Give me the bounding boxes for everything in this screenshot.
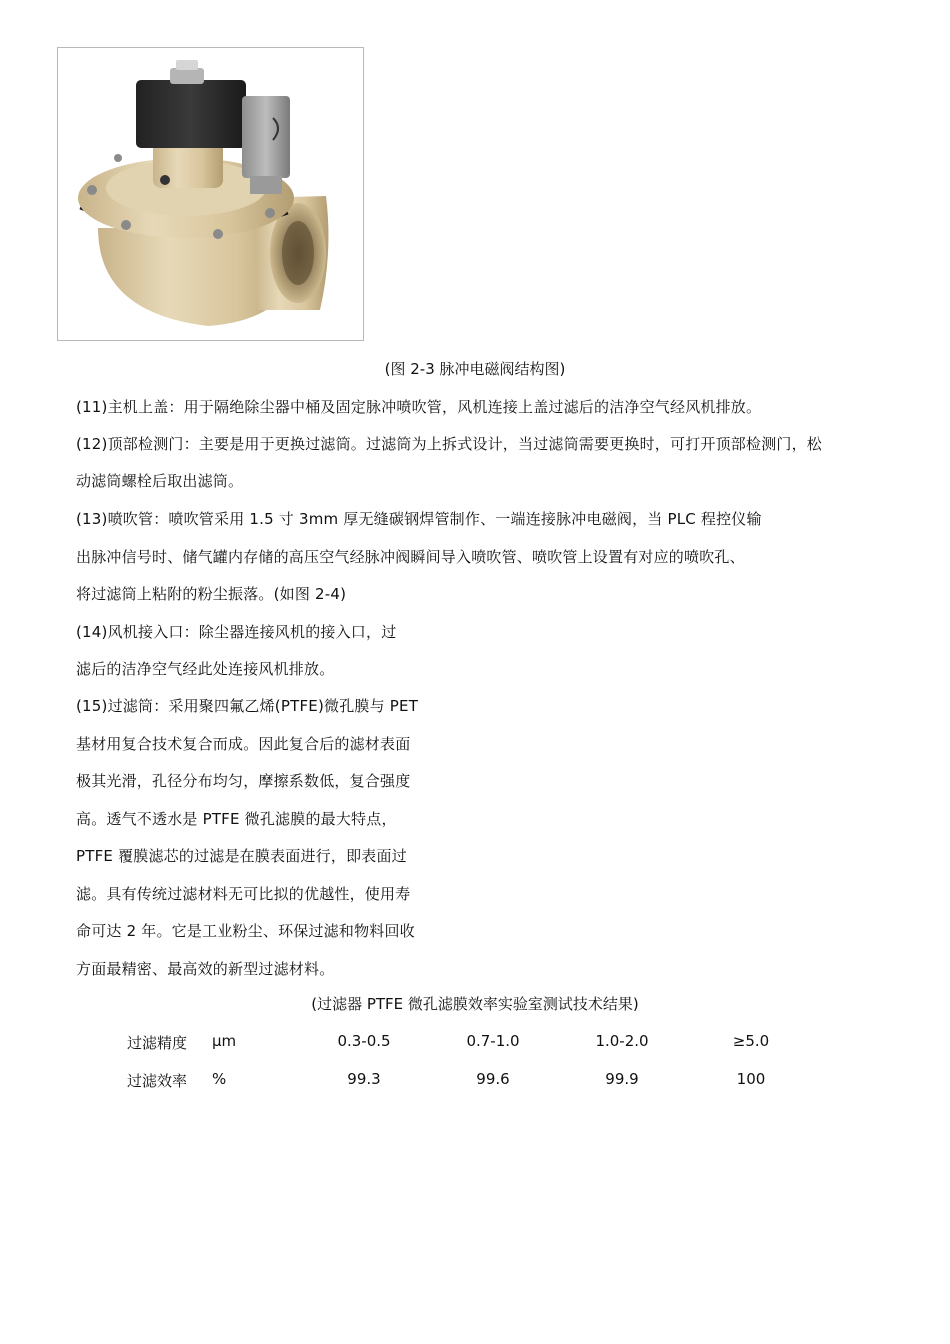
paragraph-line: (14)风机接入口：除尘器连接风机的接入口，过	[76, 623, 397, 641]
figure-caption: (图 2-3 脉冲电磁阀结构图)	[384, 360, 566, 378]
table-caption: (过滤器 PTFE 微孔滤膜效率实验室测试技术结果)	[311, 995, 639, 1013]
paragraph-line: 动滤筒螺栓后取出滤筒。	[76, 472, 244, 490]
table-cell: ≥5.0	[732, 1032, 770, 1050]
paragraph-line: 滤。具有传统过滤材料无可比拟的优越性，使用寿	[76, 885, 411, 903]
paragraph-line: 将过滤筒上粘附的粉尘振落。(如图 2-4)	[76, 585, 347, 603]
paragraph-line: PTFE 覆膜滤芯的过滤是在膜表面进行，即表面过	[76, 847, 407, 865]
paragraph-line: (13)喷吹管：喷吹管采用 1.5 寸 3mm 厚无缝碳钢焊管制作、一端连接脉冲电磁阀，当 PLC 程控仪输	[76, 510, 762, 528]
table-cell: 0.3-0.5	[337, 1032, 391, 1050]
valve-figure	[57, 47, 364, 341]
paragraph-line: 滤后的洁净空气经此处连接风机排放。	[76, 660, 335, 678]
paragraph-line: (15)过滤筒：采用聚四氟乙烯(PTFE)微孔膜与 PET	[76, 697, 419, 715]
table-cell: 99.9	[605, 1070, 639, 1088]
table-cell: 99.3	[347, 1070, 381, 1088]
paragraph-line: (11)主机上盖：用于隔绝除尘器中桶及固定脉冲喷吹管，风机连接上盖过滤后的洁净空气经风机排放。	[76, 398, 762, 416]
paragraph-line: 出脉冲信号时、储气罐内存储的高压空气经脉冲阀瞬间导入喷吹管、喷吹管上设置有对应的喷吹孔、	[76, 548, 745, 566]
paragraph-line: (12)顶部检测门：主要是用于更换过滤筒。过滤筒为上拆式设计，当过滤筒需要更换时，可打开顶部检测门，松	[76, 435, 822, 453]
row-unit: μm	[212, 1032, 237, 1050]
table-cell: 100	[736, 1070, 766, 1088]
row-label: 过滤精度	[127, 1034, 188, 1052]
paragraph-line: 高。透气不透水是 PTFE 微孔滤膜的最大特点，	[76, 810, 397, 828]
table-cell: 1.0-2.0	[595, 1032, 649, 1050]
paragraph-line: 极其光滑，孔径分布均匀，摩擦系数低，复合强度	[76, 772, 411, 790]
pulse-valve-image	[58, 48, 363, 340]
table-cell: 0.7-1.0	[466, 1032, 520, 1050]
paragraph-line: 命可达 2 年。它是工业粉尘、环保过滤和物料回收	[76, 922, 415, 940]
paragraph-line: 方面最精密、最高效的新型过滤材料。	[76, 960, 335, 978]
table-cell: 99.6	[476, 1070, 510, 1088]
row-unit: %	[212, 1070, 227, 1088]
row-label: 过滤效率	[127, 1072, 188, 1090]
paragraph-line: 基材用复合技术复合而成。因此复合后的滤材表面	[76, 735, 411, 753]
